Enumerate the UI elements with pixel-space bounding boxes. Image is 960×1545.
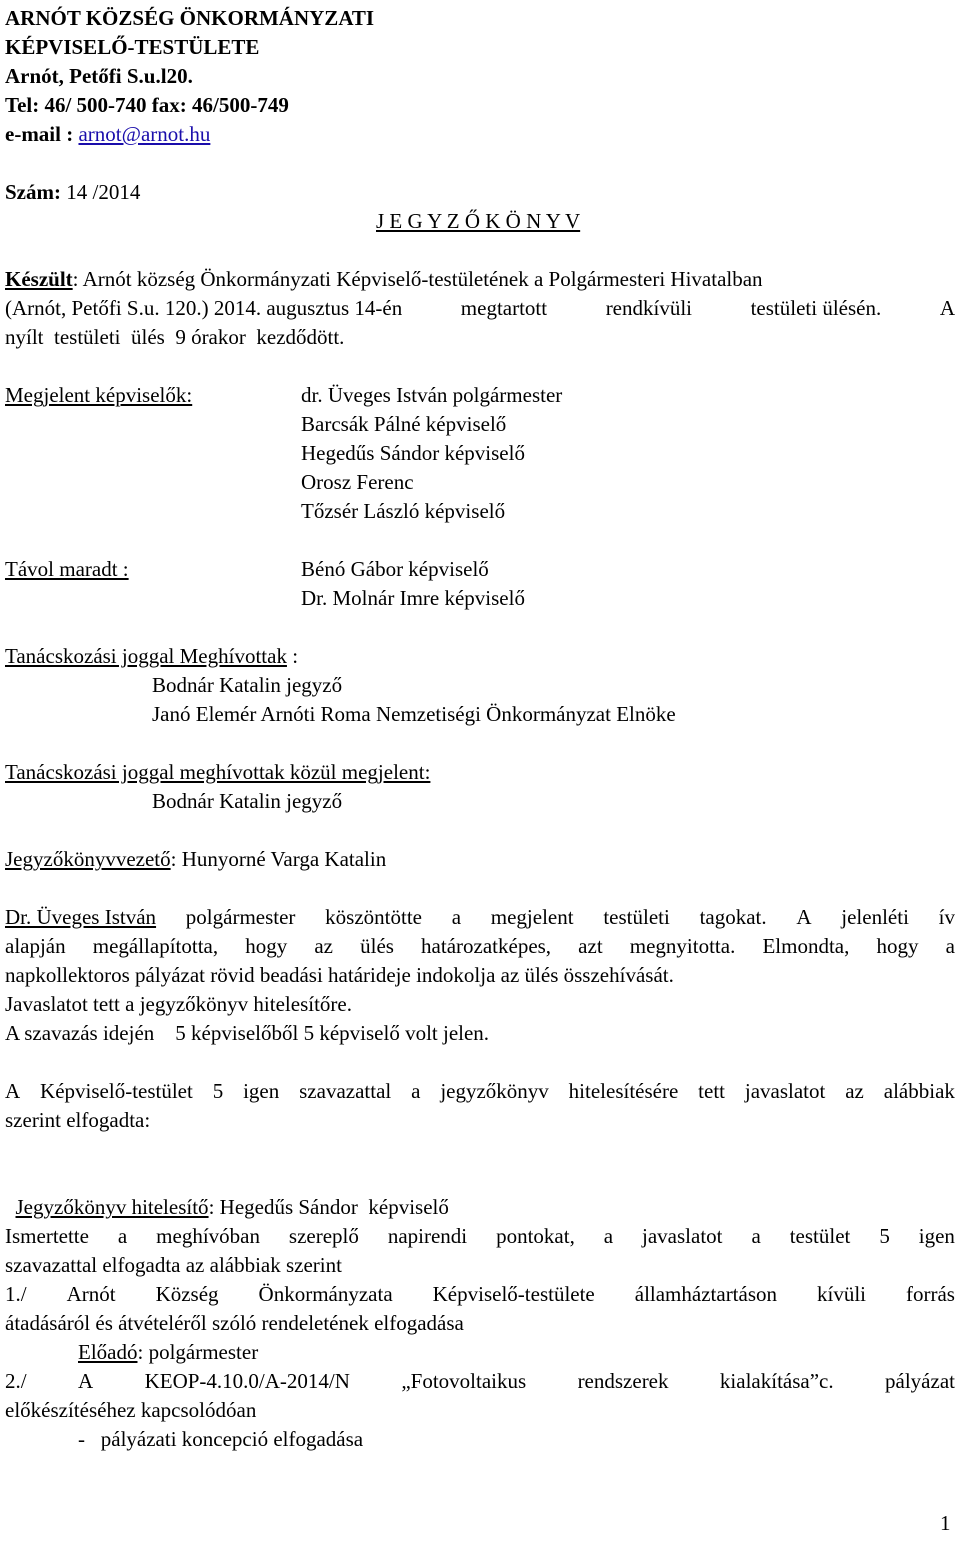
word: 5: [212, 1079, 224, 1103]
word: 5: [879, 1224, 890, 1248]
word: azt: [578, 934, 603, 958]
invited-label-colon: :: [286, 644, 299, 668]
word: jelenléti: [841, 905, 909, 929]
paragraph-1-line-4: Javaslatot tett a jegyzőkönyv hitelesítőre.: [5, 992, 352, 1016]
word: igen: [243, 1079, 280, 1103]
recorder-line: [5, 845, 386, 874]
absent-label: Távol maradt :: [5, 557, 129, 581]
email-label: e-mail :: [5, 122, 79, 146]
authenticator-line: [5, 1164, 449, 1222]
keszult-word: megtartott: [460, 296, 548, 320]
word: Arnót: [66, 1282, 116, 1306]
word: A: [5, 1079, 21, 1103]
word: alábbiak: [883, 1079, 955, 1103]
paragraph-2-line-2: szerint elfogadta:: [5, 1108, 151, 1132]
word: javaslatot: [642, 1224, 723, 1248]
invited-label-text: Tanácskozási joggal Meghívottak: [5, 644, 287, 668]
word: hogy: [876, 934, 919, 958]
word: kívüli: [817, 1282, 867, 1306]
word: Ismertette: [5, 1224, 89, 1248]
present-member: dr. Üveges István polgármester: [301, 383, 563, 407]
word: ív: [938, 905, 955, 929]
word: hitelesítésére: [568, 1079, 679, 1103]
recorder-label: Jegyzőkönyvvezető: [5, 847, 171, 871]
word: A: [796, 905, 812, 929]
invited-present-label: Tanácskozási joggal meghívottak közül megjelent:: [5, 760, 431, 784]
agenda-item-2-line-1: [5, 1367, 955, 1396]
keszult-line-3: nyílt testületi ülés 9 órakor kezdődött.: [5, 325, 345, 349]
word: a: [411, 1079, 421, 1103]
word: testületi: [603, 905, 670, 929]
word: 1./: [5, 1282, 27, 1306]
header-address: Arnót, Petőfi S.u.l20.: [5, 64, 193, 88]
invited-member: Janó Elemér Arnóti Roma Nemzetiségi Önkormányzat Elnöke: [152, 702, 676, 726]
agenda-item-2-line-2: előkészítéséhez kapcsolódóan: [5, 1398, 257, 1422]
word: javaslatot: [744, 1079, 826, 1103]
word: jegyzőkönyv: [440, 1079, 549, 1103]
keszult-word: testületi ülésén.: [750, 296, 882, 320]
paragraph-3-line-2: szavazattal elfogadta az alábbiak szerint: [5, 1253, 342, 1277]
paragraph-1-line-2: [5, 932, 955, 961]
presenter-value: : polgármester: [137, 1340, 259, 1364]
paragraph-1-line-5: A szavazás idején 5 képviselőből 5 képviselő volt jelen.: [5, 1021, 490, 1045]
word: polgármester: [185, 905, 296, 929]
word: forrás: [906, 1282, 955, 1306]
authenticator-value: : Hegedűs Sándor képviselő: [208, 1195, 449, 1219]
invited-member: Bodnár Katalin jegyző: [152, 673, 343, 697]
word: alapján: [5, 934, 66, 958]
word: Község: [155, 1282, 219, 1306]
word: KEOP-4.10.0/A-2014/N: [144, 1369, 350, 1393]
word: a: [945, 934, 955, 958]
absent-member: Dr. Molnár Imre képviselő: [301, 586, 525, 610]
word: tagokat.: [699, 905, 767, 929]
paragraph-1-line-3: napkollektoros pályázat rövid beadási határideje indokolja az ülés összehívását.: [5, 963, 674, 987]
keszult-text: : Arnót község Önkormányzati Képviselő-testületének a Polgármesteri Hivatalban: [72, 267, 763, 291]
paragraph-3-line-1: [5, 1222, 955, 1251]
word: 2./: [5, 1369, 27, 1393]
keszult-word: rendkívüli: [605, 296, 693, 320]
word: az: [314, 934, 333, 958]
word: államháztartáson: [634, 1282, 778, 1306]
present-member: Barcsák Pálné képviselő: [301, 412, 507, 436]
word: megjelent: [490, 905, 574, 929]
keszult-line-1: [5, 265, 763, 294]
keszult-word: (Arnót, Petőfi S.u. 120.) 2014. augusztus 14-én: [5, 296, 403, 320]
word: megnyitotta.: [629, 934, 736, 958]
word: napirendi: [387, 1224, 468, 1248]
word: rendszerek: [577, 1369, 669, 1393]
word: megállapította,: [92, 934, 219, 958]
word: ülés: [360, 934, 394, 958]
recorder-value: : Hunyorné Varga Katalin: [170, 847, 387, 871]
word: „Fotovoltaikus: [401, 1369, 527, 1393]
invited-label: [5, 642, 298, 671]
presenter-line: [78, 1338, 258, 1367]
presenter-label: Előadó: [78, 1340, 138, 1364]
header-org-name: ARNÓT KÖZSÉG ÖNKORMÁNYZATI: [5, 6, 375, 30]
present-member: Tőzsér László képviselő: [301, 499, 506, 523]
present-label: Megjelent képviselők:: [5, 383, 193, 407]
word: pontokat,: [496, 1224, 575, 1248]
word: Képviselő-testület: [40, 1079, 193, 1103]
invited-present-member: Bodnár Katalin jegyző: [152, 789, 343, 813]
header-email-line: [5, 120, 210, 149]
present-member: Orosz Ferenc: [301, 470, 414, 494]
number-value: 14 /2014: [66, 180, 141, 204]
keszult-label: Készült: [5, 267, 73, 291]
word: pályázat: [885, 1369, 955, 1393]
absent-member: Bénó Gábor képviselő: [301, 557, 489, 581]
word: Képviselő-testülete: [432, 1282, 595, 1306]
keszult-line-2: [5, 294, 955, 323]
word: tett: [698, 1079, 725, 1103]
number-label: Szám:: [5, 180, 67, 204]
agenda-item-2-sub: - pályázati koncepció elfogadása: [78, 1427, 364, 1451]
word: szavazattal: [299, 1079, 392, 1103]
word: hogy: [245, 934, 288, 958]
document-number: [5, 178, 140, 207]
header-org-body: KÉPVISELŐ-TESTÜLETE: [5, 35, 260, 59]
word: a: [603, 1224, 614, 1248]
present-member: Hegedűs Sándor képviselő: [301, 441, 525, 465]
agenda-item-1-line-1: [5, 1280, 955, 1309]
word: szereplő: [288, 1224, 359, 1248]
header-phone-fax: Tel: 46/ 500-740 fax: 46/500-749: [5, 93, 289, 117]
agenda-item-1-line-2: átadásáról és átvételéről szóló rendeletének elfogadása: [5, 1311, 464, 1335]
word: a: [117, 1224, 128, 1248]
page-number: 1: [940, 1511, 951, 1535]
word: igen: [918, 1224, 955, 1248]
word: az: [845, 1079, 864, 1103]
word: határozatképes,: [421, 934, 552, 958]
word: köszöntötte: [325, 905, 422, 929]
word: Elmondta,: [762, 934, 850, 958]
word: meghívóban: [156, 1224, 260, 1248]
document-title: J E G Y Z Ő K Ö N Y V: [376, 209, 581, 233]
paragraph-1-line-1: [5, 903, 955, 932]
authenticator-label: Jegyzőkönyv hitelesítő: [15, 1195, 209, 1219]
word: Önkormányzata: [258, 1282, 393, 1306]
word: A: [78, 1369, 94, 1393]
email-link[interactable]: arnot@arnot.hu: [78, 122, 211, 146]
mayor-name: Dr. Üveges István: [5, 905, 157, 929]
paragraph-2-line-1: [5, 1077, 955, 1106]
word: a: [751, 1224, 761, 1248]
word: testület: [789, 1224, 851, 1248]
keszult-word: A: [939, 296, 955, 320]
word: kialakítása”c.: [719, 1369, 834, 1393]
word: a: [451, 905, 462, 929]
